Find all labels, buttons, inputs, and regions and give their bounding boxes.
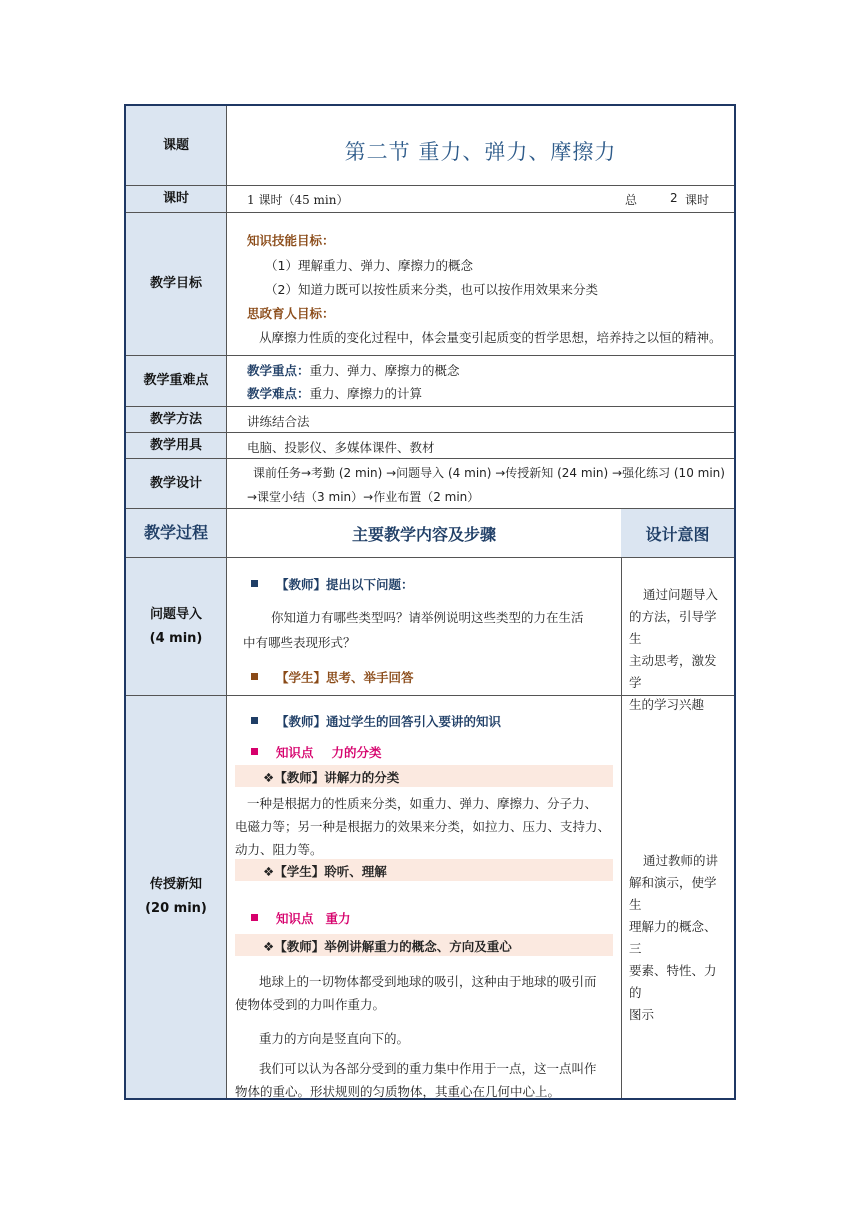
lesson-plan-table (124, 104, 736, 1100)
square-bullet-icon (251, 914, 258, 921)
objectives-cell (227, 213, 734, 355)
method-cell (227, 407, 734, 432)
label-key-points: 教学重难点 (126, 356, 227, 406)
gravity-center (235, 1057, 611, 1103)
kp1-teacher-band (235, 765, 613, 787)
row-key-points (126, 356, 734, 407)
intro-time: (4 min) (149, 630, 203, 646)
row-tools (126, 433, 734, 459)
teach-content (227, 696, 622, 1098)
intro-intent (621, 558, 734, 712)
intro-teacher-line (251, 575, 414, 593)
header-intent: 设计意图 (645, 524, 710, 544)
header-process: 教学过程 (126, 509, 227, 557)
kp1-student-band (235, 859, 613, 881)
title-cell (227, 106, 734, 185)
design-cell (227, 459, 734, 508)
intro-label: 问题导入 (149, 606, 202, 622)
design-line-1: 课前任务→考勤 (2 min) →问题导入 (4 min) →传授新知 (24 min) →强化练习 (10 min) (253, 466, 725, 480)
teach-intent (621, 696, 734, 1026)
header-intent-cell (621, 509, 734, 557)
moral-text: 从摩擦力性质的变化过程中，体会量变引起质变的哲学思想，培养持之以恒的精神。 (259, 330, 722, 345)
kp1-label: 知识点 (276, 745, 314, 760)
kp2-name: 重力 (325, 911, 351, 926)
label-tools: 教学用具 (126, 433, 227, 458)
row-hours (126, 186, 734, 213)
intro-content (227, 558, 622, 695)
focus-line (247, 361, 460, 379)
gravity-def-1: 地球上的一切物体都受到地球的吸引，这种由于地球的吸引而 (259, 974, 597, 989)
header-content: 主要教学内容及步骤 (351, 524, 496, 544)
row-objectives (126, 213, 734, 356)
knowledge-item-2: （2）知道力既可以按性质来分类，也可以按作用效果来分类 (265, 282, 598, 297)
row-method (126, 407, 734, 433)
teach-intent-2: 解和演示，使学生 (629, 875, 717, 912)
teach-label: 传授新知 (149, 877, 202, 892)
kp1-text-2: 电磁力等；另一种是根据力的效果来分类，如拉力、压力、支持力、 (235, 819, 611, 834)
gravity-def-2: 使物体受到的力叫作重力。 (235, 997, 386, 1012)
intro-question-2: 中有哪些表现形式？ (243, 635, 356, 650)
row-title (126, 106, 734, 186)
kp1-teacher: ❖【教师】讲解力的分类 (263, 770, 400, 785)
label-hours: 课时 (126, 186, 227, 212)
row-process-header (126, 509, 734, 558)
square-bullet-icon (251, 717, 258, 724)
square-bullet-icon (251, 748, 258, 755)
gravity-def (235, 970, 611, 1016)
intro-intent-2: 的方法，引导学生 (629, 609, 717, 646)
label-teach (126, 696, 227, 1098)
teach-teacher-line (251, 712, 501, 730)
label-title: 课题 (126, 106, 227, 185)
intro-intent-1: 通过问题导入 (643, 587, 719, 602)
difficulty-text: 重力、摩擦力的计算 (309, 386, 423, 401)
teach-intent-5: 图示 (629, 1007, 655, 1022)
tools-cell (227, 433, 734, 458)
hours-cell (227, 186, 734, 212)
lesson-title: 第二节 重力、弹力、摩擦力 (344, 140, 617, 164)
hours-value: 1 课时（45 min） (247, 193, 349, 207)
kp1-name: 力的分类 (331, 745, 382, 760)
focus-text: 重力、弹力、摩擦力的概念 (309, 363, 460, 378)
total-label: 总 (625, 193, 638, 207)
intro-student: 【学生】思考、举手回答 (276, 670, 414, 685)
moral-heading: 思政育人目标： (247, 306, 335, 321)
method-value: 讲练结合法 (247, 414, 310, 429)
difficulty-line (247, 384, 422, 402)
kp1-student: ❖【学生】聆听、理解 (263, 864, 387, 879)
key-points-cell (227, 356, 734, 406)
focus-label: 教学重点： (247, 363, 310, 378)
intro-question-1: 你知道力有哪些类型吗？请举例说明这些类型的力在生活 (271, 610, 584, 625)
kp2-heading (251, 909, 351, 927)
difficulty-label: 教学难点： (247, 386, 310, 401)
label-method: 教学方法 (126, 407, 227, 432)
knowledge-heading: 知识技能目标： (247, 233, 335, 248)
total-unit: 课时 (685, 193, 710, 207)
total-value: 2 (670, 191, 678, 205)
intro-student-line (251, 668, 414, 686)
intro-intent-4: 生的学习兴趣 (629, 697, 705, 712)
gravity-dir: 重力的方向是竖直向下的。 (259, 1031, 410, 1046)
kp1-text-1: 一种是根据力的性质来分类，如重力、弹力、摩擦力、分子力、 (247, 796, 598, 811)
label-intro (126, 558, 227, 695)
intro-teacher: 【教师】提出以下问题： (276, 577, 414, 592)
teach-intent-4: 要素、特性、力的 (629, 963, 717, 1000)
kp1-text-3: 动力、阻力等。 (235, 842, 323, 857)
teach-intent-1: 通过教师的讲 (643, 853, 719, 868)
row-design (126, 459, 734, 509)
kp2-label: 知识点 (276, 911, 314, 926)
teach-time: (20 min) (145, 901, 207, 916)
row-teach (126, 696, 734, 1098)
label-objectives: 教学目标 (126, 213, 227, 355)
kp2-teacher-band (235, 934, 613, 956)
gravity-center-1: 我们可以认为各部分受到的重力集中作用于一点，这一点叫作 (259, 1061, 597, 1076)
kp1-heading (251, 743, 382, 761)
kp1-text (235, 792, 611, 861)
square-bullet-icon (251, 580, 258, 587)
row-intro (126, 558, 734, 712)
tools-value: 电脑、投影仪、多媒体课件、教材 (247, 440, 435, 455)
teach-intent-3: 理解力的概念、三 (629, 919, 717, 956)
header-content-cell (227, 509, 622, 557)
gravity-center-2: 物体的重心。形状规则的匀质物体，其重心在几何中心上。 (235, 1084, 561, 1099)
knowledge-item-1: （1）理解重力、弹力、摩擦力的概念 (265, 258, 473, 273)
square-bullet-icon (251, 673, 258, 680)
label-design: 教学设计 (126, 459, 227, 508)
kp2-teacher: ❖【教师】举例讲解重力的概念、方向及重心 (263, 939, 512, 954)
intro-intent-3: 主动思考，激发学 (629, 653, 717, 690)
design-line-2: →课堂小结（3 min）→作业布置（2 min） (247, 490, 480, 504)
teach-teacher-intro: 【教师】通过学生的回答引入要讲的知识 (276, 714, 502, 729)
